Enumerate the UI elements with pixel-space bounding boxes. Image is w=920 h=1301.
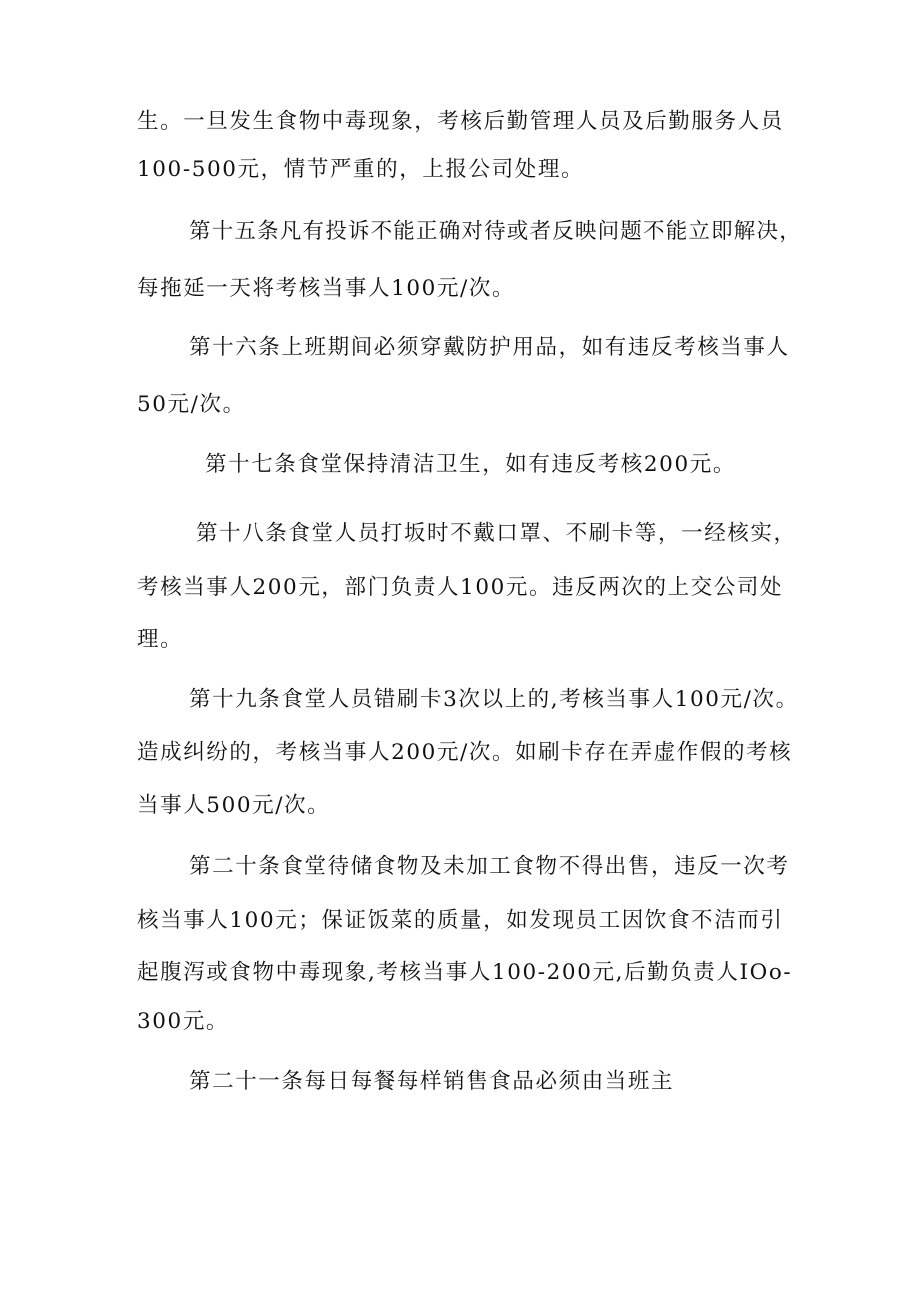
text-line: 第十六条上班期间必须穿戴防护用品，如有违反考核当事人 — [189, 335, 790, 360]
text-line: 每拖延一天将考核当事人100元/次。 — [137, 276, 516, 301]
text-line: 100-500元，情节严重的，上报公司处理。 — [137, 157, 585, 182]
text-line: 第十五条凡有投诉不能正确对待或者反映问题不能立即解决， — [189, 219, 802, 244]
text-line: 300元。 — [137, 1009, 230, 1034]
text-line: 造成纠纷的，考核当事人200元/次。如刷卡存在弄虚作假的考核 — [137, 740, 793, 765]
text-line: 起腹泻或食物中毒现象,考核当事人100-200元,后勤负责人IOo- — [137, 960, 793, 985]
text-line: 理。 — [137, 627, 184, 652]
text-line: 核当事人100元；保证饭菜的质量，如发现员工因饮食不洁而引 — [137, 908, 784, 933]
text-line: 第十七条食堂保持清洁卫生，如有违反考核200元。 — [205, 452, 736, 477]
text-line: 50元/次。 — [137, 392, 246, 417]
text-line: 第十九条食堂人员错刷卡3次以上的,考核当事人100元/次。 — [189, 687, 799, 712]
text-line: 考核当事人200元，部门负责人100元。违反两次的上交公司处 — [137, 575, 784, 600]
text-line: 第十八条食堂人员打坂时不戴口罩、不刷卡等，一经核实， — [196, 521, 797, 546]
text-line: 生。一旦发生食物中毒现象，考核后勤管理人员及后勤服务人员 — [137, 109, 784, 134]
text-line: 第二十条食堂待储食物及未加工食物不得出售，违反一次考 — [189, 854, 790, 879]
text-line: 第二十一条每日每餐每样销售食品必须由当班主 — [189, 1069, 675, 1094]
text-line: 当事人500元/次。 — [137, 793, 331, 818]
